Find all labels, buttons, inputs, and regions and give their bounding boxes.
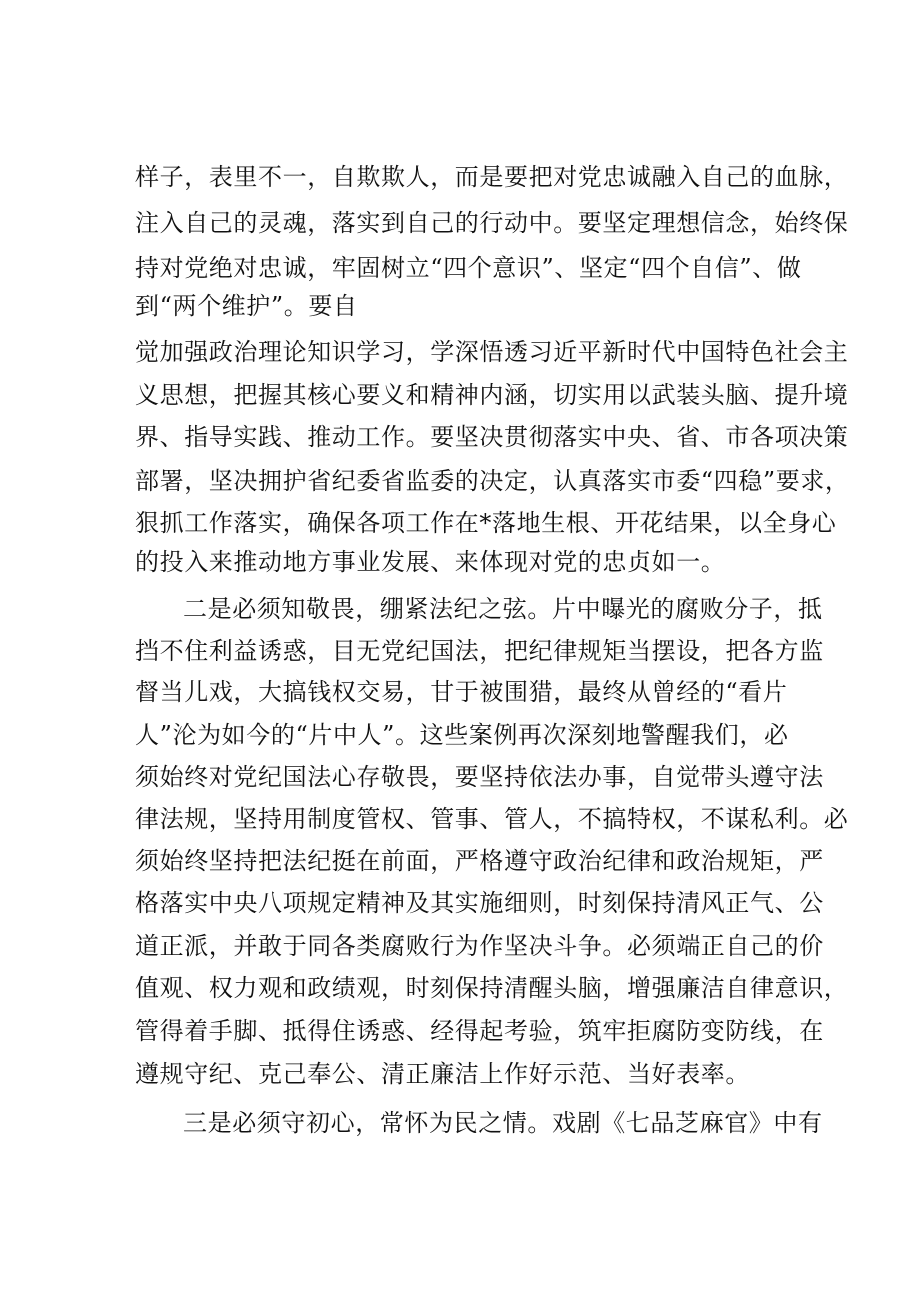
paragraph-3-first-line: 三是必须守初心，常怀为民之情。戏剧《七品芝麻官》中有 (183, 1109, 823, 1137)
text-line: 义思想，把握其核心要义和精神内涵，切实用以武装头脑、提升境 (135, 381, 849, 409)
text-line: 人”沦为如今的“片中人”。这些案例再次深刻地警醒我们，必 (135, 721, 789, 749)
text-line: 格落实中央八项规定精神及其实施细则，时刻保持清风正气、公 (135, 889, 824, 917)
text-line: 须始终对党纪国法心存敬畏，要坚持依法办事，自觉带头遵守法 (135, 763, 824, 791)
text-line: 管得着手脚、抵得住诱惑、经得起考验，筑牢拒腐防变防线，在 (135, 1017, 824, 1045)
text-line: 遵规守纪、克己奉公、清正廉洁上作好示范、当好表率。 (135, 1060, 750, 1088)
text-line: 值观、权力观和政绩观，时刻保持清醒头脑，增强廉洁自律意识， (135, 974, 849, 1002)
text-line: 须始终坚持把法纪挺在前面，严格遵守政治纪律和政治规矩，严 (135, 847, 824, 875)
text-line: 律法规，坚持用制度管权、管事、管人，不搞特权，不谋私利。必 (135, 805, 849, 833)
text-line: 界、指导实践、推动工作。要坚决贯彻落实中央、省、市各项决策 (135, 423, 849, 451)
text-line: 部署，坚决拥护省纪委省监委的决定，认真落实市委“四稳”要求， (135, 467, 850, 495)
text-line: 道正派，并敢于同各类腐败行为作坚决斗争。必须端正自己的价 (135, 932, 824, 960)
text-line: 的投入来推动地方事业发展、来体现对党的忠贞如一。 (135, 548, 726, 576)
text-line: 督当儿戏，大搞钱权交易，甘于被围猎，最终从曾经的“看片 (135, 678, 788, 706)
text-line: 样子，表里不一，自欺欺人，而是要把对党忠诚融入自己的血脉， (135, 163, 849, 191)
text-line: 觉加强政治理论知识学习，学深悟透习近平新时代中国特色社会主 (135, 338, 849, 366)
paragraph-2-first-line: 二是必须知敬畏，绷紧法纪之弦。片中曝光的腐败分子，抵 (183, 595, 823, 623)
text-line: 狠抓工作落实，确保各项工作在*落地生根、开花结果，以全身心 (135, 509, 837, 537)
text-line: 注入自己的灵魂，落实到自己的行动中。要坚定理想信念，始终保 (135, 209, 849, 237)
text-line: 到“两个维护”。要自 (135, 292, 358, 320)
text-line: 挡不住利益诱惑，目无党纪国法，把纪律规矩当摆设，把各方监 (135, 637, 824, 665)
text-line: 持对党绝对忠诚，牢固树立“四个意识”、坚定“四个自信”、做 (135, 254, 802, 282)
